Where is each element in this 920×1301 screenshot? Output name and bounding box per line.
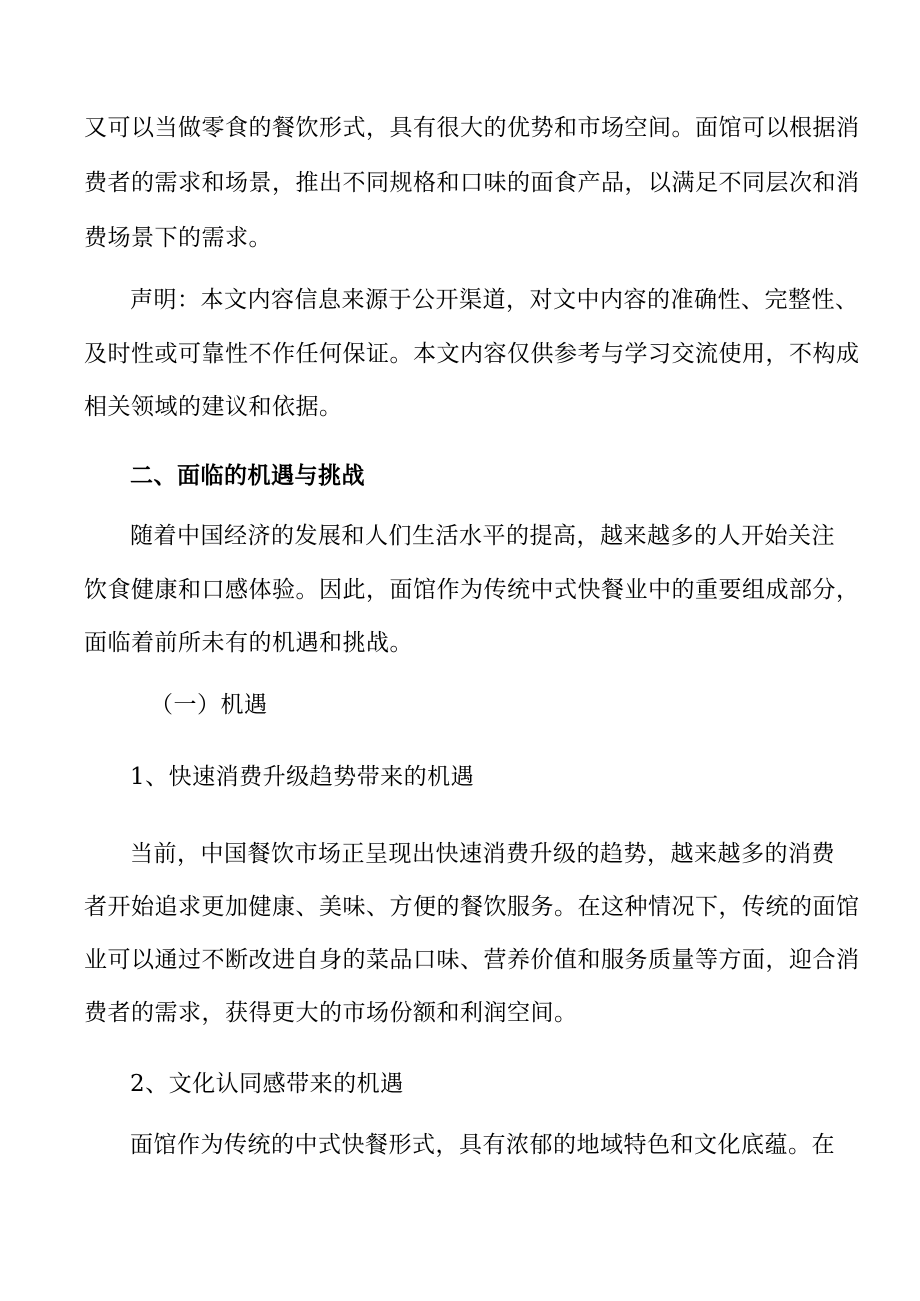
item-heading: 1、快速消费升级趋势带来的机遇 <box>130 764 475 790</box>
paragraph-line: 费者的需求和场景，推出不同规格和口味的面食产品，以满足不同层次和消 <box>84 170 860 196</box>
paragraph-line: 面临着前所未有的机遇和挑战。 <box>84 630 413 656</box>
paragraph-line: 业可以通过不断改进自身的菜品口味、营养价值和服务质量等方面，迎合消 <box>84 947 860 973</box>
item-heading: 2、文化认同感带来的机遇 <box>130 1071 404 1097</box>
paragraph-line: 费者的需求，获得更大的市场份额和利润空间。 <box>84 1000 578 1026</box>
paragraph-line: 面馆作为传统的中式快餐形式，具有浓郁的地域特色和文化底蕴。在 <box>130 1132 835 1158</box>
paragraph-line: 当前，中国餐饮市场正呈现出快速消费升级的趋势，越来越多的消费 <box>130 841 835 867</box>
disclaimer-line: 相关领域的建议和依据。 <box>84 394 343 420</box>
paragraph-line: 又可以当做零食的餐饮形式，具有很大的优势和市场空间。面馆可以根据消 <box>84 115 860 141</box>
disclaimer-line: 声明：本文内容信息来源于公开渠道，对文中内容的准确性、完整性、 <box>130 287 859 313</box>
paragraph-line: 饮食健康和口感体验。因此，面馆作为传统中式快餐业中的重要组成部分， <box>84 577 860 603</box>
paragraph-line: 者开始追求更加健康、美味、方便的餐饮服务。在这种情况下，传统的面馆 <box>84 894 860 920</box>
paragraph-line: 费场景下的需求。 <box>84 225 272 251</box>
paragraph-line: 随着中国经济的发展和人们生活水平的提高，越来越多的人开始关注 <box>130 523 835 549</box>
disclaimer-line: 及时性或可靠性不作任何保证。本文内容仅供参考与学习交流使用，不构成 <box>84 341 860 367</box>
subsection-heading: （一）机遇 <box>150 692 268 718</box>
section-heading: 二、面临的机遇与挑战 <box>130 462 365 489</box>
